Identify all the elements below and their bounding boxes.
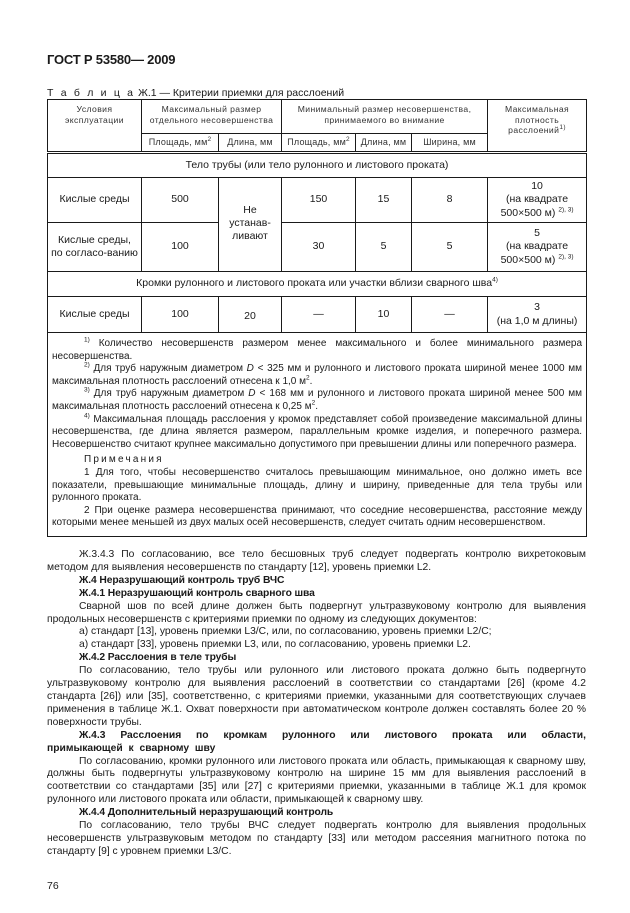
header-min-area	[282, 134, 356, 153]
footnote-ref: 2), 3)	[558, 253, 574, 261]
section-title-pipe-body: Тело трубы (или тело рулонного и листового проката)	[48, 153, 587, 178]
section-title-text: Кромки рулонного и листового проката или участки вблизи сварного шва	[136, 277, 493, 290]
footnote-text: Для труб наружным диаметром	[89, 363, 247, 375]
footnote-ref: 2), 3)	[558, 206, 574, 214]
header-area	[142, 134, 219, 153]
footnote-text: Количество несовершенств размером менее максимального и более минимального размера несовершенства.	[52, 338, 583, 362]
paragraph-4-4: По согласованию, тело трубы ВЧС следует подвергать контролю для выявления продольных несовершенств ультразвуковым методом по стандарту [33] или методом рассеяния магнитного потока по стандарту [9] с уровнем приемки L3/C.	[47, 820, 586, 857]
footnote	[52, 338, 582, 363]
cell-max-length: 20	[219, 297, 282, 333]
superscript: 2	[345, 135, 350, 143]
footnote	[52, 363, 582, 388]
note: 1 Для того, чтобы несовершенство считалось превышающим минимальное, оно должно иметь все показатели, превышающие минимальные площадь, длину и ширину, приведенные для тела трубы или рулонного проката.	[52, 466, 583, 504]
header-length: Длина, мм	[219, 134, 282, 153]
section-row	[48, 272, 587, 297]
footnote-mark: 1)	[84, 336, 90, 344]
footnote-text: < 325 мм и рулонного и листового проката шириной менее 1000 мм максимальная плотность расслоений отнесена к 1,0 м	[52, 363, 583, 387]
cell-conditions: Кислые среды	[48, 178, 142, 223]
header-max-density-text: Максимальная плотность расслоений	[504, 104, 570, 136]
density-note-text: (на квадрате 500×500 м)	[500, 193, 569, 219]
footnote-text: < 168 мм и рулонного и листового проката шириной менее 500 мм максимальная плотность расслоений отнесена к 0,25 м	[52, 388, 583, 412]
heading-4-3: Ж.4.3 Расслоения по кромкам рулонного или листового проката или области, примыкающей к сварному шву	[47, 729, 586, 754]
document-id: ГОСТ Р 53580— 2009	[47, 52, 176, 67]
header-conditions: Условия эксплуатации	[48, 100, 142, 153]
heading-4: Ж.4 Неразрушающий контроль труб ВЧС	[79, 574, 285, 586]
heading-4-2: Ж.4.2 Расслоения в теле трубы	[79, 652, 237, 664]
cell-min-width: —	[412, 297, 488, 333]
cell-min-length: 15	[356, 178, 412, 223]
footnote	[52, 388, 582, 413]
footnotes-cell	[48, 333, 587, 537]
notes-heading: Примечания	[84, 454, 164, 466]
footnotes-row	[48, 333, 587, 537]
header-max-density	[488, 100, 587, 153]
footnote	[52, 414, 582, 452]
density-value: 10	[531, 180, 543, 193]
density-note	[491, 193, 583, 219]
cell-min-area: —	[282, 297, 356, 333]
footnote-mark: 3)	[84, 387, 90, 395]
header-max-size: Максимальный размер отдельного несовершенства	[142, 100, 282, 134]
note: 2 При оценке размера несовершенства принимают, что соседние несовершенства, расстояние между которыми менее меньшей из двух малых осей несовершенств, следует считать одним несовершенством.	[52, 504, 583, 529]
cell-max-density	[488, 297, 587, 333]
superscript: 2	[306, 374, 310, 382]
cell-max-area: 500	[142, 178, 219, 223]
superscript: 2	[207, 135, 212, 143]
cell-max-area: 100	[142, 297, 219, 333]
header-min-area-text: Площадь, мм	[287, 136, 346, 147]
footnote-ref: 4)	[492, 276, 498, 284]
density-note: (на 1,0 м длины)	[496, 314, 578, 327]
density-value: 5	[534, 227, 540, 240]
cell-max-area: 100	[142, 223, 219, 272]
heading-4-1: Ж.4.1 Неразрушающий контроль сварного шва	[79, 587, 315, 599]
cell-conditions: Кислые среды	[48, 297, 142, 333]
cell-min-area: 30	[282, 223, 356, 272]
table-caption	[47, 87, 344, 99]
header-min-width: Ширина, мм	[412, 134, 488, 153]
list-item: а) стандарт [33], уровень приемки L3, или, по согласованию, уровень приемки L2.	[79, 639, 471, 651]
footnote-end: .	[309, 375, 313, 387]
table-row	[48, 223, 587, 272]
paragraph-3-4-3: Ж.3.4.3 По согласованию, все тело бесшовных труб следует подвергать контролю вихретоковым методом для выявления несовершенств по стандарту [12], уровень приемки L2.	[47, 549, 586, 573]
variable-d: D	[246, 363, 254, 375]
header-min-size: Минимальный размер несовершенства, принимаемого во внимание	[282, 100, 488, 134]
paragraph-4-3: По согласованию, кромки рулонного или листового проката или область, примыкающая к сварному шву, должны быть подвергнуты ультразвуковому контролю на ширине 15 мм для выявления расслоений в соответствии со стандартами [35] или [27] с критериями приемки, указанными в таблице Ж.1 для кромок рулонного или листового проката или области, примыкающей к сварному шву.	[47, 755, 586, 806]
page-number: 76	[47, 880, 59, 892]
footnote-end: .	[315, 400, 318, 412]
section-title-edges	[48, 272, 587, 297]
variable-d: D	[248, 388, 256, 400]
cell-max-density	[488, 223, 587, 272]
header-row	[48, 100, 587, 134]
cell-max-density	[488, 178, 587, 223]
heading-4-4: Ж.4.4 Дополнительный неразрушающий контроль	[79, 807, 334, 819]
density-value: 3	[534, 301, 540, 314]
paragraph-4-1: Сварной шов по всей длине должен быть подвергнут ультразвуковому контролю для выявления продольных несовершенств с критериями приемки по одному из следующих документов:	[47, 600, 586, 625]
table-row	[48, 297, 587, 333]
cell-min-width: 5	[412, 223, 488, 272]
superscript: 2	[311, 399, 316, 407]
paragraph-4-2: По согласованию, тело трубы или рулонного или листового проката должно быть подвергнуто ультразвуковому контролю для выявления расслоений в соответствии со стандартами [26] (кроме 4.2 стандарта [26]) или [35], соответственно, с критериями приемки, указанными для соответствующих случаев применения в таблице Ж.1. Охват поверхности при автоматическом контроле должен составлять более 20 % поверхности трубы.	[47, 665, 586, 728]
footnote-text: Для труб наружным диаметром	[89, 388, 249, 400]
table-caption-label: Т а б л и ц а	[47, 87, 136, 99]
section-row	[48, 153, 587, 178]
cell-max-length: Не устанав-ливают	[219, 178, 282, 272]
footnote-ref: 1)	[559, 124, 566, 132]
cell-min-length: 5	[356, 223, 412, 272]
density-note	[491, 240, 583, 266]
body-text	[47, 549, 586, 859]
acceptance-criteria-table	[47, 99, 587, 537]
cell-min-area: 150	[282, 178, 356, 223]
table-row	[48, 178, 587, 223]
footnote-mark: 4)	[84, 412, 90, 420]
header-min-length: Длина, мм	[356, 134, 412, 153]
footnote-text: Максимальная площадь расслоения у кромок представляет собой произведение максимальной длины несовершенства, где длина является размером, параллельным кромке изделия, и поперечного размера. Несовершенство считают крупнее максимально допустимого при превышении длины или поперечного размера.	[52, 413, 583, 450]
density-note-text: (на квадрате 500×500 м)	[500, 240, 569, 266]
cell-min-length: 10	[356, 297, 412, 333]
cell-conditions: Кислые среды, по согласо-ванию	[48, 223, 142, 272]
table-caption-text: Ж.1 — Критерии приемки для расслоений	[135, 87, 345, 99]
header-area-text: Площадь, мм	[148, 136, 208, 147]
list-item: а) стандарт [13], уровень приемки L3/C, или, по согласованию, уровень приемки L2/C;	[79, 626, 492, 638]
cell-min-width: 8	[412, 178, 488, 223]
footnote-mark: 2)	[84, 361, 90, 369]
